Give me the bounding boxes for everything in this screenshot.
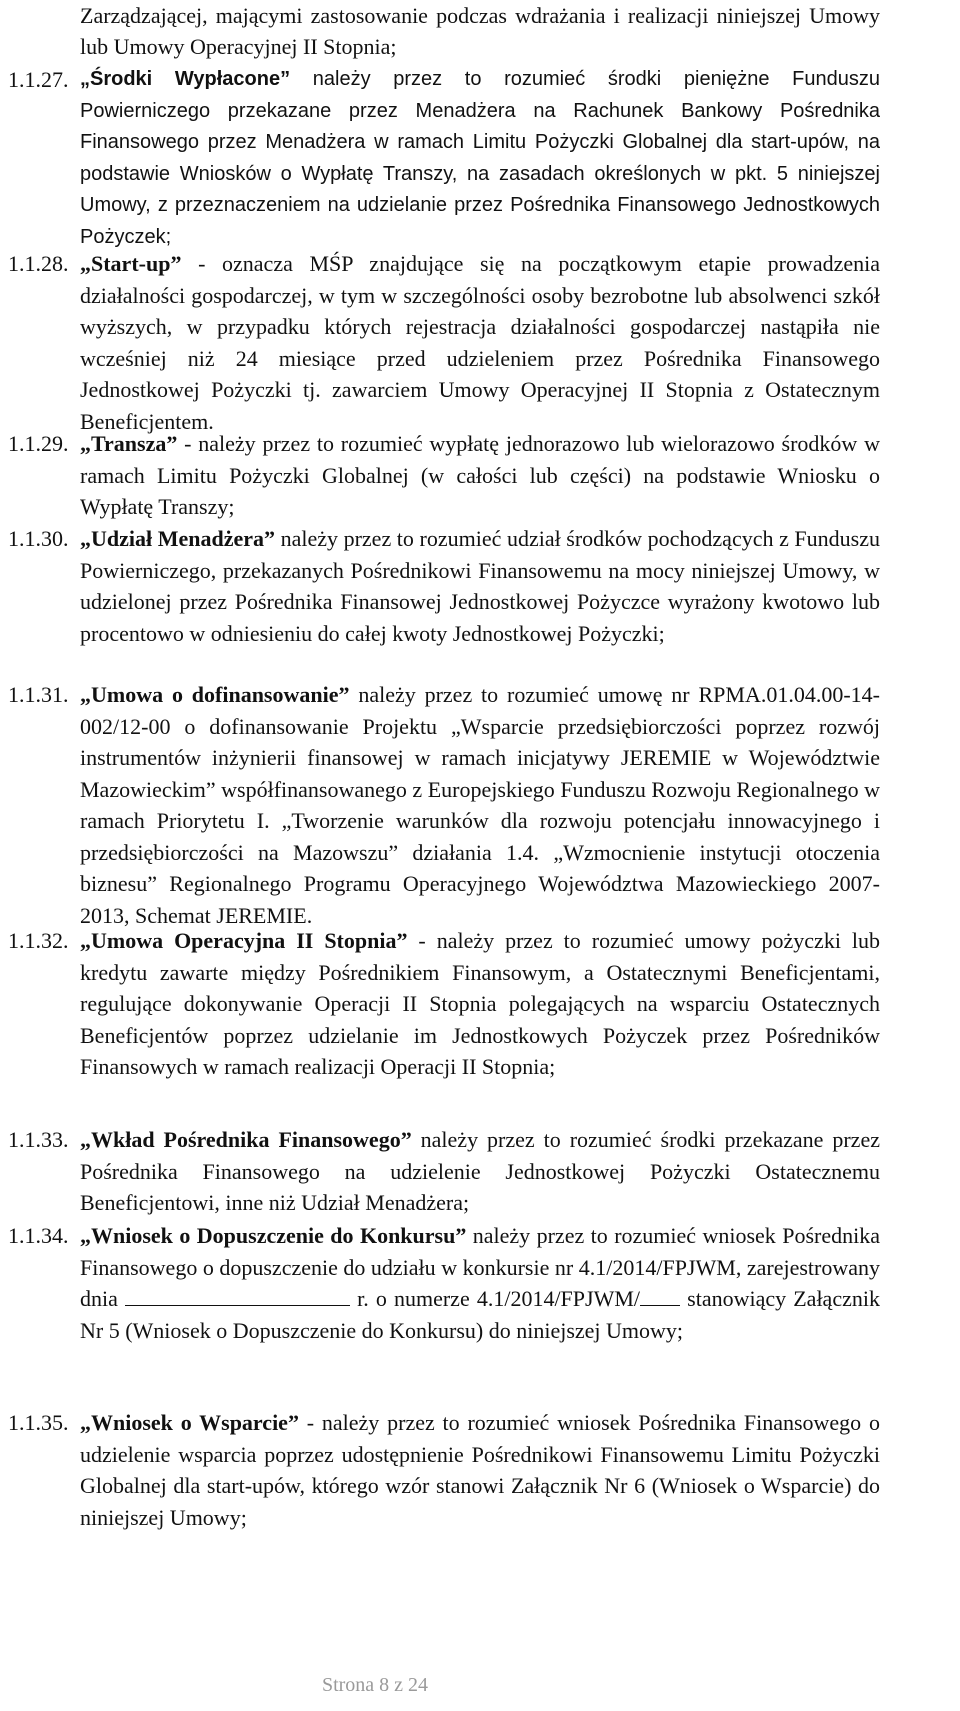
definition-body [80,248,880,437]
definition-1-1-32 [8,925,880,1083]
definition-body [80,523,880,649]
definition-1-1-31 [8,679,880,931]
definition-number: 1.1.35. [8,1410,69,1435]
definition-term: „Transza” [80,431,178,456]
definition-text: - należy przez to rozumieć umowy pożyczki lub kredytu zawarte między Pośrednikiem Finansowym, a Ostatecznymi Beneficjentami, regulujące dokonywanie Operacji II Stopnia polegających na wsparciu Ostatecznych Beneficjentów poprzez udzielanie im Jednostkowych Pożyczek przez Pośredników Finansowych w ramach realizacji Operacji II Stopnia; [80,928,881,1079]
definition-text: r. o numerze 4.1/2014/FPJWM/ [350,1286,641,1311]
definition-body [80,679,880,931]
definition-text: należy przez to rozumieć środki pieniężne Funduszu Powierniczego przekazane przez Menadżera na Rachunek Bankowy Pośrednika Finansowego przez Menadżera w ramach Limitu Pożyczki Globalnej dla start-upów, na podstawie Wniosków o Wypłatę Transzy, na zasadach określonych w pkt. 5 niniejszej Umowy, z przeznaczeniem na udzielanie przez Pośrednika Finansowego Jednostkowych Pożyczek; [80,68,880,248]
definition-term: „Umowa Operacyjna II Stopnia” [80,928,408,953]
definition-1-1-33 [8,1124,880,1219]
definition-number: 1.1.27. [8,67,69,92]
definition-term: „Wniosek o Dopuszczenie do Konkursu” [80,1223,467,1248]
definition-term: „Środki Wypłacone” [80,68,291,90]
definition-text: należy przez to rozumieć udział środków pochodzących z Funduszu Powierniczego, przekazanych Pośrednikowi Finansowemu na mocy niniejszej Umowy, w udzielonej przez Pośrednika Finansowej Jednostkowej Pożyczce wyrażony kwotowo lub procentowo w odniesieniu do całej kwoty Jednostkowej Pożyczki; [80,526,880,646]
definition-text: należy przez to rozumieć wniosek Pośrednika Finansowego o dopuszczenie do udziału w konkursie nr 4.1/2014/FPJWM, zarejestrowany dnia [80,1223,880,1311]
definition-text: należy przez to rozumieć środki przekazane przez Pośrednika Finansowego na udzielenie Jednostkowej Pożyczki Ostatecznemu Beneficjentowi, inne niż Udział Menadżera; [80,1127,880,1215]
definition-body [80,1220,880,1346]
definition-term: „Wkład Pośrednika Finansowego” [80,1127,412,1152]
definition-text: - oznacza MŚP znajdujące się na początkowym etapie prowadzenia działalności gospodarczej, w tym w szczególności osoby bezrobotne lub absolwenci szkół wyższych, w przypadku których rejestracja działalności gospodarczej nastąpiła nie wcześniej niż 24 miesiące przed udzieleniem przez Pośrednika Finansowego Jednostkowej Pożyczki tj. zawarciem Umowy Operacyjnej II Stopnia z Ostatecznym Beneficjentem. [80,251,880,434]
definition-text: - należy przez to rozumieć wniosek Pośrednika Finansowego o udzielenie wsparcia poprzez udostępnienie Pośrednikowi Finansowemu Limitu Pożyczki Globalnej dla start-upów, którego wzór stanowi Załącznik Nr 6 (Wniosek o Wsparcie) do niniejszej Umowy; [80,1410,880,1530]
definition-number: 1.1.31. [8,682,69,707]
definition-number: 1.1.29. [8,431,69,456]
definition-text: stanowiący Załącznik Nr 5 (Wniosek o Dopuszczenie do Konkursu) do niniejszej Umowy; [80,1286,880,1343]
intro-continuation: Zarządzającej, mającymi zastosowanie podczas wdrażania i realizacji niniejszej Umowy lub Umowy Operacyjnej II Stopnia; [80,3,880,59]
definition-1-1-35 [8,1407,880,1533]
definition-number: 1.1.32. [8,928,69,953]
definition-1-1-29 [8,428,880,523]
definition-body [80,64,880,253]
definition-body [80,1124,880,1219]
definition-term: „Umowa o dofinansowanie” [80,682,350,707]
definition-term: „Start-up” [80,251,182,276]
definition-term: „Wniosek o Wsparcie” [80,1410,299,1435]
definition-text: należy przez to rozumieć umowę nr RPMA.01.04.00-14-002/12-00 o dofinansowanie Projektu „Wsparcie przedsiębiorczości poprzez rozwój instrumentów inżynierii finansowej w ramach inicjatywy JEREMIE w Województwie Mazowieckim” współfinansowanego z Europejskiego Funduszu Rozwoju Regionalnego w ramach Priorytetu I. „Tworzenie warunków dla rozwoju potencjału innowacyjnego i przedsiębiorczości na Mazowszu” działania 1.4. „Wzmocnienie instytucji otoczenia biznesu” Regionalnego Programu Operacyjnego Województwa Mazowieckiego 2007-2013, Schemat JEREMIE. [80,682,880,928]
date-blank-field [125,1285,350,1306]
definition-1-1-28 [8,248,880,437]
definition-body [80,428,880,523]
definition-number: 1.1.28. [8,251,69,276]
definition-number: 1.1.34. [8,1223,69,1248]
definition-1-1-30 [8,523,880,649]
definition-1-1-34 [8,1220,880,1346]
definition-number: 1.1.30. [8,526,69,551]
number-blank-field [640,1285,680,1306]
definition-body [80,925,880,1083]
definition-text: - należy przez to rozumieć wypłatę jednorazowo lub wielorazowo środków w ramach Limitu Pożyczki Globalnej (w całości lub części) na podstawie Wniosku o Wypłatę Transzy; [80,431,880,519]
definition-1-1-27 [8,64,880,253]
page-footer: Strona 8 z 24 [321,1674,429,1696]
definition-term: „Udział Menadżera” [80,526,275,551]
definition-number: 1.1.33. [8,1127,69,1152]
definition-body [80,1407,880,1533]
